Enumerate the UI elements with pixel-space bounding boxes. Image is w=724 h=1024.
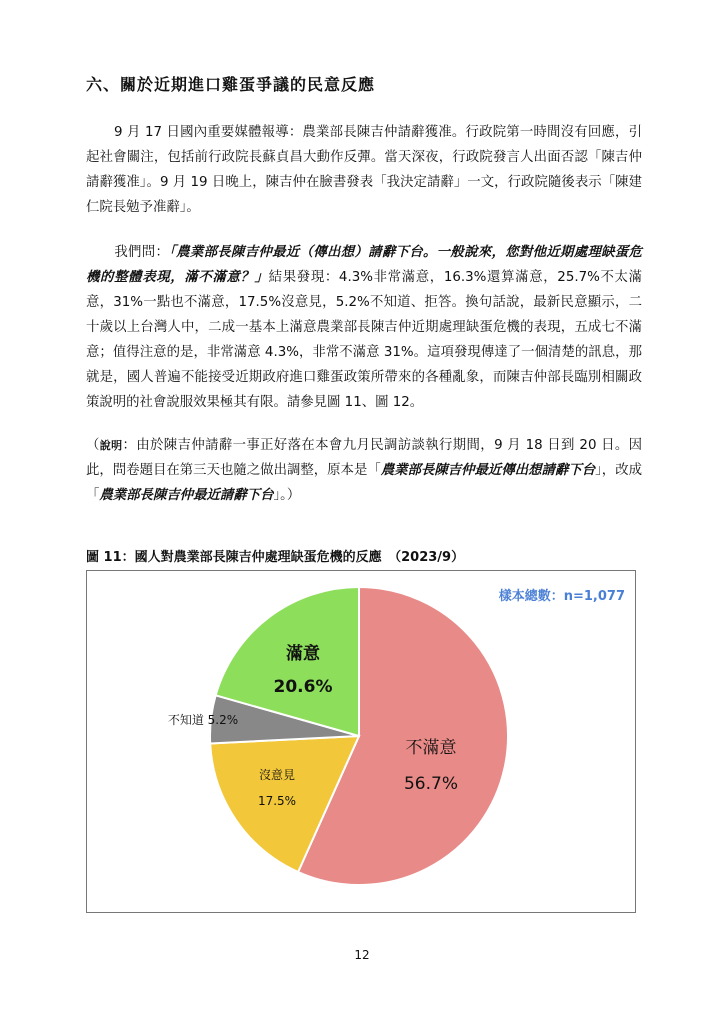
sample-size-label: 樣本總數：n=1,077 bbox=[498, 589, 625, 604]
paragraph-1-text: 9 月 17 日國內重要媒體報導：農業部長陳吉仲請辭獲准。行政院第一時間沒有回應，引起社會關注，包括前行政院長蘇貞昌大動作反彈。當天深夜，行政院發言人出面否認「陳吉仲請辭獲准」。9 月 19 日晚上，陳吉仲在臉書發表「我決定請辭」一文，行政院隨後表示「陳建仁院長勉予准辭」。 bbox=[86, 125, 642, 215]
pie-value-dissatisfied: 56.7% bbox=[403, 774, 459, 794]
pie-label-satisfied: 滿意 bbox=[286, 644, 320, 664]
note-close: 」。） bbox=[273, 488, 301, 503]
paragraph-2 bbox=[86, 240, 642, 415]
pie-value-no-opinion: 17.5% bbox=[257, 794, 297, 808]
survey-question: 「農業部長陳吉仲最近（傳出想）請辭下台。一般說來，您對他近期處理缺蛋危機的整體表現，滿不滿意？」 bbox=[86, 245, 642, 285]
pie-value-satisfied: 20.6% bbox=[273, 677, 333, 697]
note-open: （ bbox=[86, 438, 100, 453]
note-paragraph bbox=[86, 433, 642, 508]
note-text-2: 」，改成「 bbox=[86, 463, 642, 503]
original-question: 農業部長陳吉仲最近傳出想請辭下台 bbox=[380, 463, 596, 478]
section-heading: 六、關於近期進口雞蛋爭議的民意反應 bbox=[86, 75, 376, 94]
pie-label-dissatisfied: 不滿意 bbox=[405, 738, 457, 758]
note-text-1: ：由於陳吉仲請辭一事正好落在本會九月民調訪談執行期間，9 月 18 日到 20 日。因此，問卷題目在第三天也隨之做出調整，原本是「 bbox=[86, 438, 642, 478]
figure-caption: 圖 11：國人對農業部長陳吉仲處理缺蛋危機的反應 （2023/9） bbox=[86, 550, 465, 565]
pie-chart-frame bbox=[86, 570, 636, 913]
revised-question: 農業部長陳吉仲最近請辭下台 bbox=[99, 488, 274, 503]
pie-label-dont-know: 不知道 5.2% bbox=[167, 713, 239, 727]
page-number: 12 bbox=[354, 948, 370, 962]
paragraph-1 bbox=[86, 120, 642, 220]
note-label: 說明 bbox=[99, 439, 123, 452]
paragraph-2-lead: 我們問： bbox=[114, 245, 170, 260]
pie-chart bbox=[87, 571, 635, 912]
pie-slices bbox=[210, 587, 508, 885]
paragraph-2-body: 結果發現：4.3%非常滿意，16.3%還算滿意，25.7%不太滿意，31%一點也不滿意，17.5%沒意見，5.2%不知道、拒答。換句話說，最新民意顯示，二十歲以上台灣人中，二成一基本上滿意農業部長陳吉仲近期處理缺蛋危機的表現，五成七不滿意；值得注意的是，非常滿意 4.3%，非常不滿意 31%。這項發現傳達了一個清楚的訊息，那就是，國人普遍不能接受近期政府進口雞蛋政策所帶來的各種亂象，而陳吉仲部長臨別相關政策說明的社會說服效果極其有限。請參見圖 11、圖 12。 bbox=[86, 270, 642, 410]
pie-label-no-opinion: 沒意見 bbox=[258, 768, 296, 782]
